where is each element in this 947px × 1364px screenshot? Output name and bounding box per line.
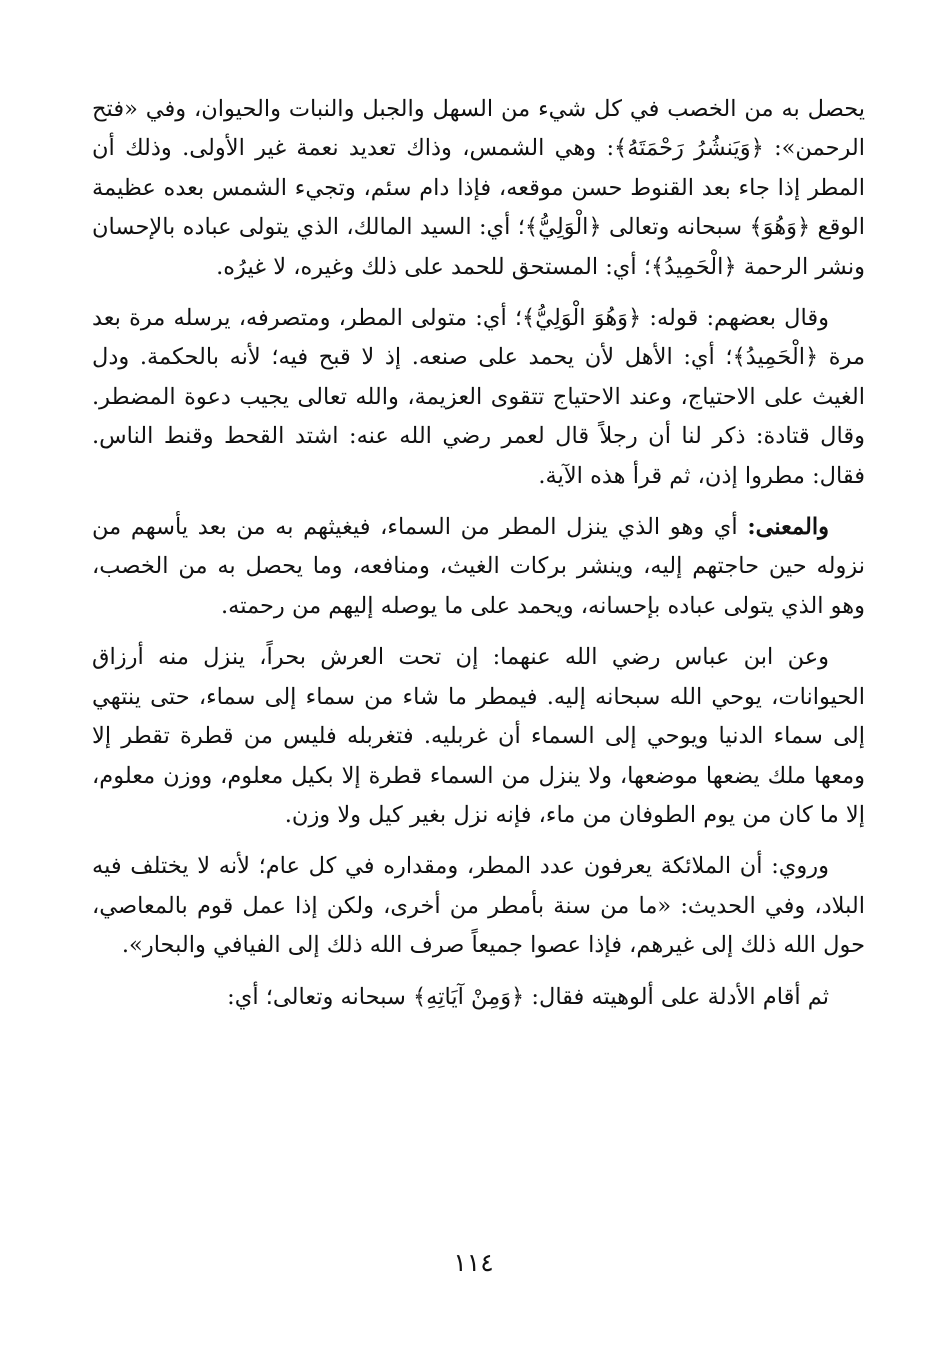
paragraph-5-text: وروي: أن الملائكة يعرفون عدد المطر، ومقداره في كل عام؛ لأنه لا يختلف فيه البلاد، وفي الحديث: «ما من سنة بأمطر من أخرى، ولكن إذا عمل قوم بالمعاصي، حول الله ذلك إلى غيرهم، فإذا عصوا جميعاً صرف الله ذلك إلى الفيافي والبحار». <box>92 853 865 959</box>
paragraph-2 <box>92 299 865 496</box>
paragraph-3 <box>92 508 865 626</box>
paragraph-2-text: وقال بعضهم: قوله: ﴿وَهُوَ الْوَلِيُّ﴾؛ أي: متولى المطر، ومتصرفه، يرسله مرة بعد مرة ﴿الْحَمِيدُ﴾؛ أي: الأهل لأن يحمد على صنعه. إذ لا قبح فيه؛ لأنه بالحكمة. ودل الغيث على الاحتياج، وعند الاحتياج تتقوى العزيمة، والله تعالى يجيب دعوة المضطر. وقال قتادة: ذكر لنا أن رجلاً قال لعمر رضي الله عنه: اشتد القحط وقنط الناس. فقال: مطروا إذن، ثم قرأ هذه الآية. <box>92 305 865 489</box>
paragraph-6-text: ثم أقام الأدلة على ألوهيته فقال: ﴿وَمِنْ آيَاتِهِ﴾ سبحانه وتعالى؛ أي: <box>227 983 829 1010</box>
paragraph-5 <box>92 847 865 965</box>
page-number: ١١٤ <box>453 1248 494 1277</box>
paragraph-4-text: وعن ابن عباس رضي الله عنهما: إن تحت العرش بحراً، ينزل منه أرزاق الحيوانات، يوحي الله سبحانه إليه. فيمطر ما شاء من سماء إلى سماء، حتى ينتهي إلى سماء الدنيا ويوحي إلى السماء أن غربليه. فتغربله فليس من قطرة تقطر إلا ومعها ملك يضعها موضعها، ولا ينزل من السماء قطرة إلا بكيل معلوم، ووزن معلوم، إلا ما كان من يوم الطوفان من ماء، فإنه نزل بغير كيل ولا وزن. <box>92 644 865 828</box>
paragraph-6 <box>92 978 865 1017</box>
paragraph-4 <box>92 638 865 835</box>
paragraph-3-lead: والمعنى: <box>747 514 829 541</box>
paragraph-1-text: يحصل به من الخصب في كل شيء من السهل والجبل والنبات والحيوان، وفي «فتح الرحمن»: ﴿وَيَنشُرُ رَحْمَتَهُ﴾: وهي الشمس، وذاك تعديد نعمة غير الأولى. وذلك أن المطر إذا جاء بعد القنوط حسن موقعه، فإذا دام سئم، وتجيء الشمس بعده عظيمة الوقع ﴿وَهُوَ﴾ سبحانه وتعالى ﴿الْوَلِيُّ﴾؛ أي: السيد المالك، الذي يتولى عباده بالإحسان ونشر الرحمة ﴿الْحَمِيدُ﴾؛ أي: المستحق للحمد على ذلك وغيره، لا غيرُه. <box>92 96 865 280</box>
body-text <box>92 90 865 1017</box>
paragraph-3-text: أي وهو الذي ينزل المطر من السماء، فيغيثهم به من بعد يأسهم من نزوله حين حاجتهم إليه، وينشر بركات الغيث، ومنافعه، وما يحصل به من الخصب، وهو الذي يتولى عباده بإحسانه، ويحمد على ما يوصله إليهم من رحمته. <box>92 514 865 619</box>
paragraph-1 <box>92 90 865 287</box>
